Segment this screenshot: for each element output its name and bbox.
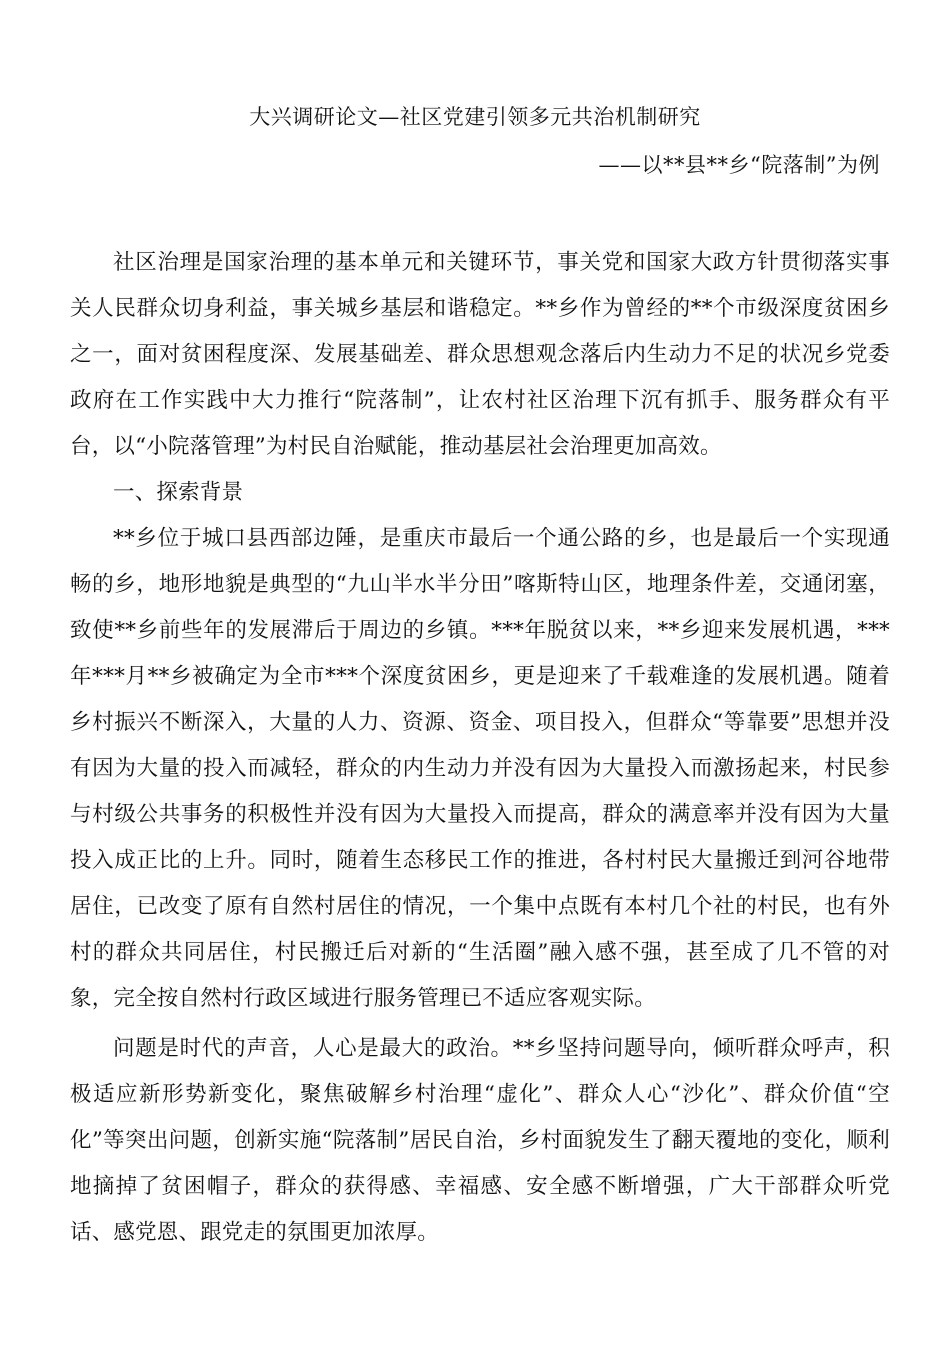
document-title: 大兴调研论文—社区党建引领多元共治机制研究 — [249, 105, 701, 129]
section-heading-background: 一、探索背景 — [113, 480, 244, 505]
paragraph-background: **乡位于城口县西部边陲，是重庆市最后一个通公路的乡，也是最后一个实现通畅的乡，地形地貌是典型的“九山半水半分田”喀斯特山区，地理条件差，交通闭塞，致使**乡前些年的发展滞后于周边的乡镇。***年脱贫以来，**乡迎来发展机遇，***年***月**乡被确定为全市***个深度贫困乡，更是迎来了千载难逢的发展机遇。随着乡村振兴不断深入，大量的人力、资源、资金、项目投入，但群众“等靠要”思想并没有因为大量的投入而减轻，群众的内生动力并没有因为大量投入而激扬起来，村民参与村级公共事务的积极性并没有因为大量投入而提高，群众的满意率并没有因为大量投入成正比的上升。同时，随着生态移民工作的推进，各村村民大量搬迁到河谷地带居住，已改变了原有自然村居住的情况，一个集中点既有本村几个社的村民，也有外村的群众共同居住，村民搬迁后对新的“生活圈”融入感不强，甚至成了几不管的对象，完全按自然村行政区域进行服务管理已不适应客观实际。 — [70, 526, 890, 1011]
document-subtitle: ——以**县**乡“院落制”为例 — [598, 153, 880, 177]
paragraph-intro: 社区治理是国家治理的基本单元和关键环节，事关党和国家大政方针贯彻落实事关人民群众切身利益，事关城乡基层和谐稳定。**乡作为曾经的**个市级深度贫困乡之一，面对贫困程度深、发展基础差、群众思想观念落后内生动力不足的状况乡党委政府在工作实践中大力推行“院落制”，让农村社区治理下沉有抓手、服务群众有平台，以“小院落管理”为村民自治赋能，推动基层社会治理更加高效。 — [70, 250, 890, 459]
document-body — [70, 240, 890, 1256]
paragraph-problem: 问题是时代的声音，人心是最大的政治。**乡坚持问题导向，倾听群众呼声，积极适应新形势新变化，聚焦破解乡村治理“虚化”、群众人心“沙化”、群众价值“空化”等突出问题，创新实施“院落制”居民自治，乡村面貌发生了翻天覆地的变化，顺利地摘掉了贫困帽子，群众的获得感、幸福感、安全感不断增强，广大干部群众听党话、感党恩、跟党走的氛围更加浓厚。 — [70, 1036, 890, 1245]
